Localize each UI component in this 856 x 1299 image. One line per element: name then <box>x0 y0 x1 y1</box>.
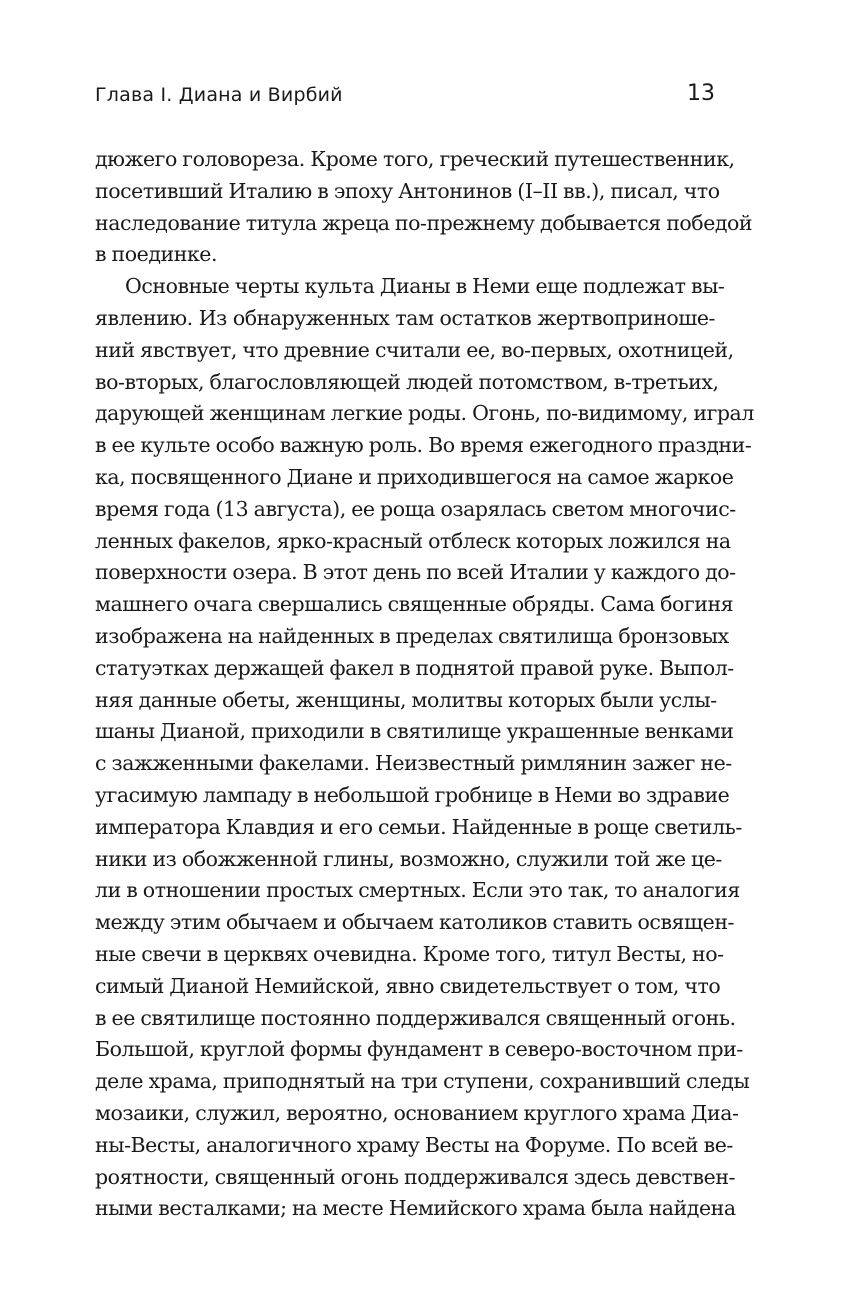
page-number: 13 <box>687 81 715 106</box>
text-line: Основные черты культа Дианы в Неми еще подлежат вы- <box>125 274 725 299</box>
text-line: явлению. Из обнаруженных там остатков жертвоприноше- <box>95 305 715 330</box>
running-header <box>95 81 715 112</box>
text-line: шаны Дианой, приходили в святилище украшенные венками <box>95 719 734 744</box>
text-line: между этим обычаем и обычаем католиков ставить освящен- <box>95 910 735 935</box>
paragraph <box>95 144 753 271</box>
text-line: деле храма, приподнятый на три ступени, сохранивший следы <box>95 1069 750 1094</box>
text-line: Большой, круглой формы фундамент в северо-восточном при- <box>95 1037 743 1062</box>
text-line: ными весталками; на месте Немийского храма была найдена <box>95 1196 736 1221</box>
text-line: в ее культе особо важную роль. Во время ежегодного праздни- <box>95 433 752 458</box>
text-line: дюжего головореза. Кроме того, греческий путешественник, <box>95 147 735 171</box>
text-line: угасимую лампаду в небольшой гробнице в Неми во здравие <box>95 782 730 807</box>
chapter-title: Глава I. Диана и Вирбий <box>95 84 343 106</box>
text-line: статуэтках держащей факел в поднятой правой руке. Выпол- <box>95 655 734 680</box>
text-line: ний явствует, что древние считали ее, во-первых, охотницей, <box>95 337 734 362</box>
text-line: ники из обожженной глины, возможно, служили той же це- <box>95 846 722 871</box>
text-line: ные свечи в церквях очевидна. Кроме того, титул Весты, но- <box>95 941 724 966</box>
text-line: посетивший Италию в эпоху Антонинов (I–II вв.), писал, что <box>95 178 720 203</box>
text-line: поверхности озера. В этот день по всей Италии у каждого до- <box>95 560 736 585</box>
text-line: ны-Весты, аналогичного храму Весты на Форуме. По всей ве- <box>95 1132 733 1157</box>
text-line: няя данные обеты, женщины, молитвы которых были услы- <box>95 687 717 712</box>
text-line: с зажженными факелами. Неизвестный римлянин зажег не- <box>95 751 732 776</box>
text-line: императора Клавдия и его семьи. Найденные в роще светиль- <box>95 814 742 839</box>
body-text <box>95 144 754 1225</box>
text-line: в ее святилище постоянно поддерживался священный огонь. <box>95 1005 736 1030</box>
text-line: мозаики, служил, вероятно, основанием круглого храма Диа- <box>95 1100 739 1125</box>
text-line: машнего очага свершались священные обряды. Сама богиня <box>95 592 734 617</box>
text-line: наследование титула жреца по-прежнему добывается победой <box>95 210 753 235</box>
text-line: в поединке. <box>95 242 218 267</box>
text-line: дарующей женщинам легкие роды. Огонь, по-видимому, играл <box>95 401 754 426</box>
text-line: ли в отношении простых смертных. Если это так, то аналогия <box>95 878 740 903</box>
text-line: ка, посвященного Диане и приходившегося на самое жаркое <box>95 464 734 489</box>
text-line: ленных факелов, ярко-красный отблеск которых ложился на <box>95 528 731 553</box>
text-line: во-вторых, благословляющей людей потомством, в-третьих, <box>95 369 719 394</box>
text-line: время года (13 августа), ее роща озарялась светом многочис- <box>95 496 736 521</box>
paragraph <box>95 271 754 1225</box>
text-line: роятности, священный огонь поддерживался здесь девствен- <box>95 1164 736 1189</box>
text-line: симый Дианой Немийской, явно свидетельствует о том, что <box>95 973 721 998</box>
text-line: изображена на найденных в пределах святилища бронзовых <box>95 623 729 648</box>
